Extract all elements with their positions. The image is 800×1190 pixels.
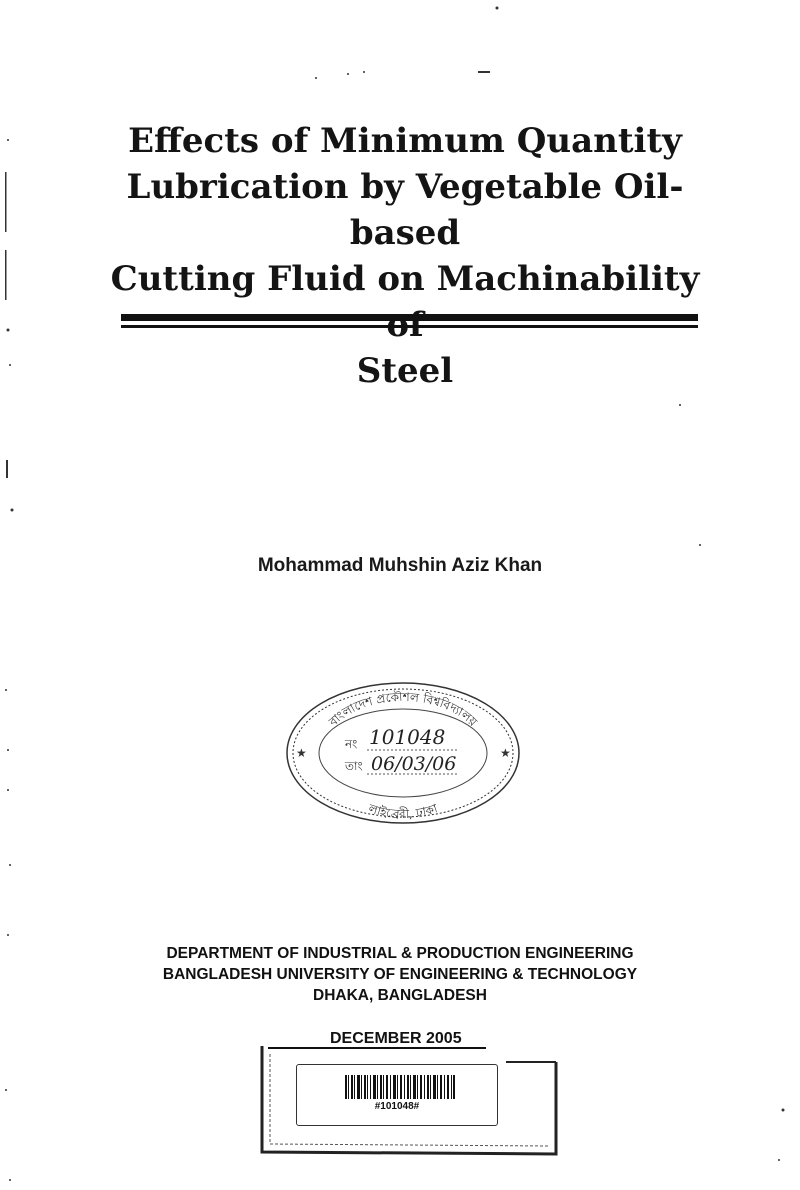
seal-number: 101048 (369, 725, 446, 749)
title-line: Lubrication by Vegetable Oil-based (126, 167, 684, 253)
barcode-label (296, 1064, 498, 1126)
seal-number-label: নং (345, 737, 358, 751)
title-line: Effects of Minimum Quantity (128, 121, 682, 161)
title-rule-thin (121, 325, 698, 328)
location-line: DHAKA, BANGLADESH (313, 987, 487, 1004)
svg-text:বাংলাদেশ প্রকৌশল বিশ্ববিদ্যালয (325, 690, 480, 730)
barcode-icon (345, 1075, 455, 1099)
title-rule-thick (121, 314, 698, 321)
seal-top-text: বাংলাদেশ প্রকৌশল বিশ্ববিদ্যালয় (326, 689, 481, 729)
seal-date-label: তাং (345, 759, 363, 773)
seal-star-left: ★ (296, 746, 307, 760)
document-title (100, 118, 710, 394)
university-line: BANGLADESH UNIVERSITY OF ENGINEERING & TECHNOLOGY (162, 966, 638, 983)
svg-text:লাইব্রেরী, ঢাকা (366, 801, 440, 821)
author-name: Mohammad Muhshin Aziz Khan (257, 555, 543, 576)
department-line: DEPARTMENT OF INDUSTRIAL & PRODUCTION ENGINEERING (166, 945, 634, 962)
seal-date: 06/03/06 (371, 753, 457, 775)
title-line: Cutting Fluid on Machinability (110, 259, 700, 299)
seal-bottom-text: লাইব্রেরী, ঢাকা (366, 801, 440, 822)
title-line: Steel (356, 351, 454, 391)
submission-date: DECEMBER 2005 (330, 1030, 462, 1047)
date-underline (268, 1047, 486, 1049)
barcode-number: #101048# (374, 1101, 420, 1112)
department-block (0, 943, 800, 1006)
seal-star-right: ★ (500, 746, 511, 760)
library-seal-stamp (283, 678, 523, 828)
